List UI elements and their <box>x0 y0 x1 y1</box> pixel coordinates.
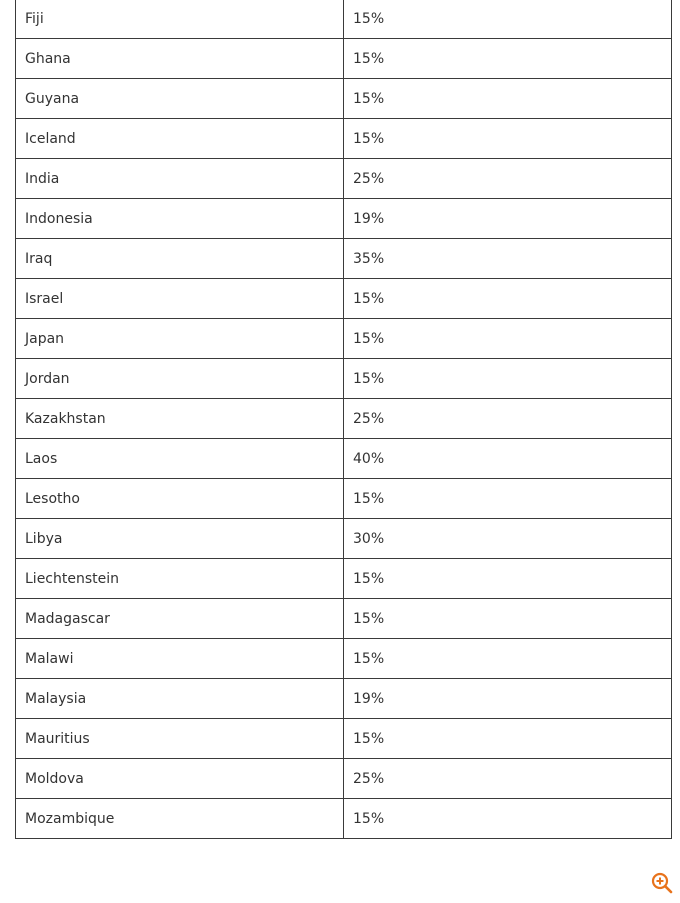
country-rates-table <box>15 0 672 839</box>
rate-cell: 35% <box>344 239 672 279</box>
rate-cell: 15% <box>344 559 672 599</box>
table-row <box>16 439 672 479</box>
rate-cell: 15% <box>344 599 672 639</box>
table-row <box>16 639 672 679</box>
rate-cell: 30% <box>344 519 672 559</box>
country-cell: Libya <box>16 519 344 559</box>
rate-cell: 15% <box>344 79 672 119</box>
country-cell: Lesotho <box>16 479 344 519</box>
table-row <box>16 239 672 279</box>
country-cell: Madagascar <box>16 599 344 639</box>
rate-cell: 15% <box>344 639 672 679</box>
country-cell: Moldova <box>16 759 344 799</box>
table-row <box>16 159 672 199</box>
table-row <box>16 39 672 79</box>
table-row <box>16 719 672 759</box>
rate-cell: 15% <box>344 319 672 359</box>
table-row <box>16 359 672 399</box>
table-row <box>16 519 672 559</box>
rate-cell: 15% <box>344 39 672 79</box>
rate-cell: 15% <box>344 359 672 399</box>
country-cell: Laos <box>16 439 344 479</box>
table-row <box>16 599 672 639</box>
country-cell: Kazakhstan <box>16 399 344 439</box>
rate-cell: 15% <box>344 0 672 39</box>
table-row <box>16 279 672 319</box>
rate-cell: 15% <box>344 719 672 759</box>
country-cell: Indonesia <box>16 199 344 239</box>
table-row <box>16 479 672 519</box>
country-cell: Iraq <box>16 239 344 279</box>
country-cell: Fiji <box>16 0 344 39</box>
rate-cell: 25% <box>344 159 672 199</box>
table-row <box>16 199 672 239</box>
table-row <box>16 119 672 159</box>
rate-cell: 15% <box>344 119 672 159</box>
rate-cell: 15% <box>344 479 672 519</box>
country-cell: India <box>16 159 344 199</box>
rate-cell: 25% <box>344 759 672 799</box>
rates-table-container <box>15 0 671 839</box>
country-cell: Malawi <box>16 639 344 679</box>
table-row <box>16 319 672 359</box>
table-row <box>16 399 672 439</box>
rate-cell: 40% <box>344 439 672 479</box>
table-row <box>16 759 672 799</box>
zoom-in-icon[interactable] <box>650 871 674 895</box>
country-cell: Japan <box>16 319 344 359</box>
country-cell: Mauritius <box>16 719 344 759</box>
country-cell: Malaysia <box>16 679 344 719</box>
country-cell: Iceland <box>16 119 344 159</box>
rate-cell: 25% <box>344 399 672 439</box>
country-cell: Mozambique <box>16 799 344 839</box>
country-cell: Ghana <box>16 39 344 79</box>
rate-cell: 19% <box>344 199 672 239</box>
rate-cell: 15% <box>344 279 672 319</box>
rate-cell: 15% <box>344 799 672 839</box>
table-body <box>16 0 672 839</box>
rate-cell: 19% <box>344 679 672 719</box>
country-cell: Jordan <box>16 359 344 399</box>
country-cell: Israel <box>16 279 344 319</box>
table-row <box>16 0 672 39</box>
table-row <box>16 799 672 839</box>
country-cell: Liechtenstein <box>16 559 344 599</box>
table-row <box>16 559 672 599</box>
country-cell: Guyana <box>16 79 344 119</box>
table-row <box>16 79 672 119</box>
table-row <box>16 679 672 719</box>
